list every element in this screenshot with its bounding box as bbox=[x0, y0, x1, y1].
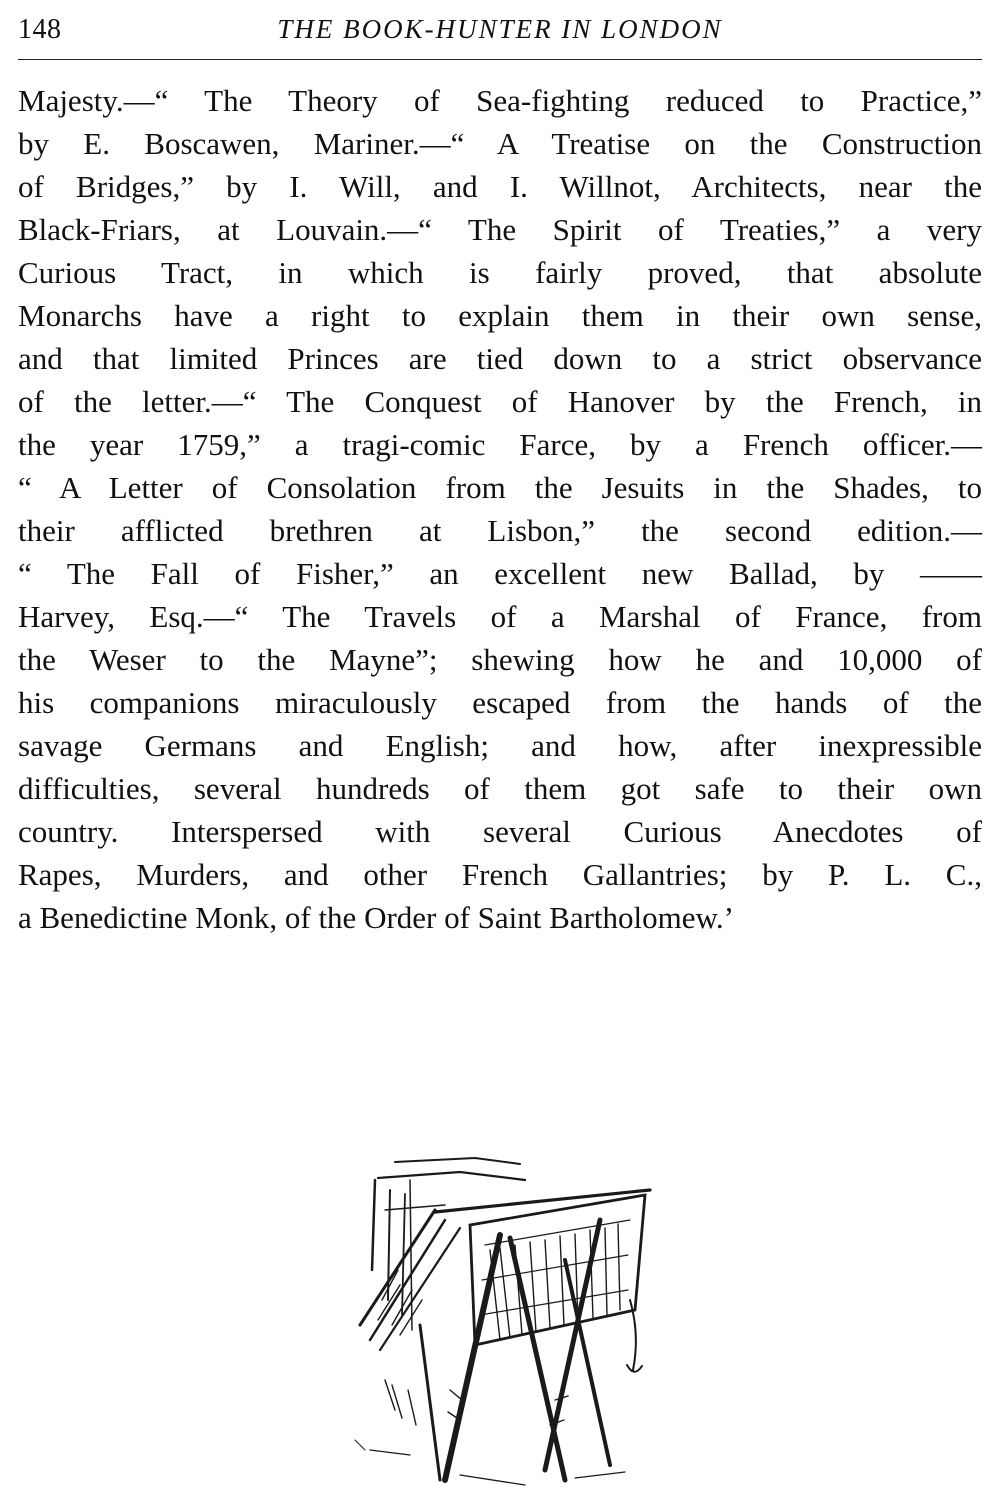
text-line: their afflicted brethren at Lisbon,” the second edition.— bbox=[18, 513, 982, 548]
text-line: a Benedictine Monk, of the Order of Saint Bartholomew.’ bbox=[18, 900, 734, 935]
text-line: Curious Tract, in which is fairly proved, that absolute bbox=[18, 255, 982, 290]
text-line: Monarchs have a right to explain them in their own sense, bbox=[18, 298, 982, 333]
text-line: of the letter.—“ The Conquest of Hanover by the French, in bbox=[18, 384, 982, 419]
bookstall-sketch-icon bbox=[350, 1150, 660, 1490]
sketch-strokes bbox=[355, 1158, 650, 1485]
sketch-shading bbox=[378, 1224, 620, 1425]
text-line: “ The Fall of Fisher,” an excellent new Ballad, by —— bbox=[18, 556, 982, 591]
text-line: country. Interspersed with several Curious Anecdotes of bbox=[18, 814, 982, 849]
text-line: Harvey, Esq.—“ The Travels of a Marshal of France, from bbox=[18, 599, 982, 634]
text-line: difficulties, several hundreds of them got safe to their own bbox=[18, 771, 982, 806]
text-line: Black-Friars, at Louvain.—“ The Spirit of Treaties,” a very bbox=[18, 212, 982, 247]
body-text bbox=[18, 79, 982, 939]
page-header bbox=[18, 6, 982, 56]
text-line: Majesty.—“ The Theory of Sea-fighting reduced to Practice,” bbox=[18, 83, 982, 118]
text-line: by E. Boscawen, Mariner.—“ A Treatise on the Construction bbox=[18, 126, 982, 161]
text-line: his companions miraculously escaped from the hands of the bbox=[18, 685, 982, 720]
text-line: of Bridges,” by I. Will, and I. Willnot, Architects, near the bbox=[18, 169, 982, 204]
running-title: THE BOOK-HUNTER IN LONDON bbox=[277, 14, 723, 44]
text-line: savage Germans and English; and how, after inexpressible bbox=[18, 728, 982, 763]
text-line: and that limited Princes are tied down to a strict observance bbox=[18, 341, 982, 376]
text-line: the Weser to the Mayne”; shewing how he and 10,000 of bbox=[18, 642, 982, 677]
text-line: “ A Letter of Consolation from the Jesuits in the Shades, to bbox=[18, 470, 982, 505]
text-line: the year 1759,” a tragi-comic Farce, by a French officer.— bbox=[18, 427, 982, 462]
header-rule bbox=[18, 59, 982, 60]
page-number: 148 bbox=[18, 14, 62, 45]
text-line: Rapes, Murders, and other French Gallantries; by P. L. C., bbox=[18, 857, 982, 892]
